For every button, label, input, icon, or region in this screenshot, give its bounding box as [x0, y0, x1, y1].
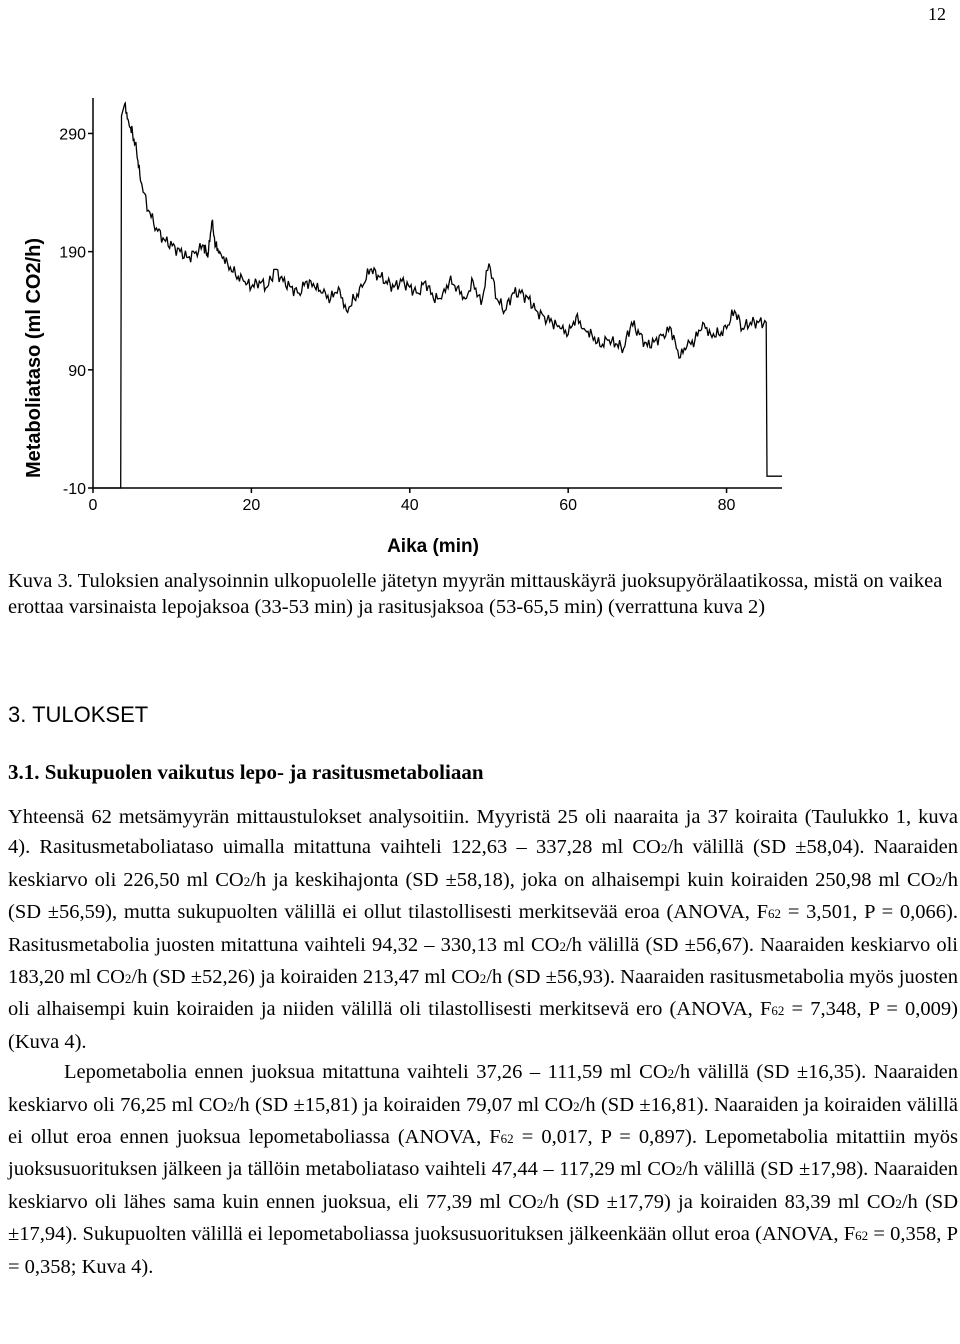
text-run: /h ja keskihajonta (SD ±58,18), joka on alhaisempi kuin koiraiden 250,98 ml CO: [250, 868, 936, 891]
x-tick-label: 40: [400, 497, 419, 514]
y-tick-label: 290: [59, 126, 86, 144]
text-run: /h (SD ±17,94). Sukupuolten välillä ei lepometaboliassa juoksusuorituksen jälkeenkään ollut eroa (ANOVA, F: [8, 1190, 958, 1246]
x-tick-label: 20: [242, 497, 261, 514]
subscript: 2: [536, 1195, 544, 1211]
subscript: 2: [243, 873, 251, 889]
subscript: 2: [935, 873, 943, 889]
subscript: 2: [667, 1066, 675, 1082]
x-tick-label: 0: [88, 497, 98, 514]
subscript: 2: [660, 841, 668, 857]
subscript: 2: [124, 971, 132, 987]
paragraph-1: [8, 802, 958, 1057]
chart-axes: [59, 98, 782, 514]
subscript: 2: [559, 938, 566, 954]
subscript: 2: [479, 971, 487, 987]
body-text: [8, 802, 958, 1282]
text-run: /h (SD ±52,26) ja koiraiden 213,47 ml CO: [131, 966, 480, 989]
subscript: 62: [768, 906, 782, 922]
text-run: Yhteensä 62 metsämyyrän mittaustulokset analysoitiin. Myyristä 25 oli naaraita ja 37 koiraita (Taulukko 1, kuva 4). Rasitusmetaboliataso uimalla mitattuna vaihteli 122,63 – 337,28 ml CO: [8, 806, 958, 859]
text-run: /h välillä (SD ±16,35). Naaraiden keskiarvo oli 76,25 ml CO: [8, 1061, 958, 1116]
text-run: /h (SD ±16,81). Naaraiden ja koiraiden välillä ei ollut eroa ennen juoksua lepometaboliassa (ANOVA, F: [8, 1093, 958, 1149]
text-run: /h (SD ±56,93). Naaraiden rasitusmetabolia myös juosten oli alhaisempi kuin koiraiden ja niiden välillä oli tilastollisesti merkitsevä ero (ANOVA, F: [8, 966, 958, 1021]
page-number: 12: [928, 4, 946, 24]
y-tick-label: 190: [59, 244, 86, 262]
text-run: = 0,017, P = 0,897). Lepometabolia mitattiin myös juoksusuorituksen jälkeen ja tällöin metaboliataso vaihteli 47,44 – 117,29 ml CO: [8, 1126, 958, 1181]
figure-caption: [8, 568, 954, 620]
text-run: = 3,501, P = 0,066). Rasitusmetabolia juosten mitattuna vaihteli 94,32 – 330,13 ml CO: [8, 901, 958, 956]
text-run: /h välillä (SD ±56,67). Naaraiden keskiarvo oli 183,20 ml CO: [8, 933, 958, 989]
y-tick-label: -10: [62, 481, 86, 498]
paragraph-2: [8, 1057, 958, 1282]
caption-text: Tuloksien analysoinnin ulkopuolelle jätetyn myyrän mittauskäyrä juoksupyörälaatikossa, mistä on vaikea erottaa varsinaista lepojaksoa (33-53 min) ja rasitusjaksoa (53-65,5 min) (verrattuna kuva 2): [8, 570, 943, 618]
series-line: [93, 103, 782, 488]
y-tick-label: 90: [68, 362, 86, 380]
y-axis-label: Metaboliataso (ml CO2/h): [23, 237, 45, 479]
x-tick-label: 80: [717, 497, 736, 514]
chart-series: [93, 103, 782, 488]
subscript: 62: [500, 1131, 514, 1147]
caption-label: Kuva 3.: [8, 570, 73, 592]
subscript: 2: [675, 1163, 683, 1179]
subscript: 2: [573, 1098, 580, 1114]
text-run: /h välillä (SD ±58,04). Naaraiden keskiarvo oli 226,50 ml CO: [8, 836, 958, 891]
text-run: /h (SD ±56,59), mutta sukupuolten välillä ei ollut tilastollisesti merkitsevää eroa (ANOVA, F: [8, 868, 958, 924]
x-tick-label: 60: [559, 497, 578, 514]
subscript: 62: [855, 1228, 869, 1244]
section-heading: 3. TULOKSET: [8, 702, 149, 727]
text-run: = 0,358, P = 0,358; Kuva 4).: [8, 1223, 958, 1278]
text-run: = 7,348, P = 0,009)(Kuva 4).: [8, 998, 959, 1053]
text-run: /h (SD ±15,81) ja koiraiden 79,07 ml CO: [233, 1093, 574, 1116]
metabolic-rate-chart: [0, 90, 960, 560]
subsection-heading: 3.1. Sukupuolen vaikutus lepo- ja rasitusmetaboliaan: [8, 760, 484, 784]
text-run: /h (SD ±17,79) ja koiraiden 83,39 ml CO: [543, 1190, 896, 1213]
subscript: 2: [895, 1195, 902, 1211]
text-run: /h välillä (SD ±17,98). Naaraiden keskiarvo oli lähes sama kuin ennen juoksua, eli 77,39 ml CO: [8, 1158, 958, 1213]
subscript: 2: [227, 1098, 234, 1114]
text-run: Lepometabolia ennen juoksua mitattuna vaihteli 37,26 – 111,59 ml CO: [64, 1061, 668, 1084]
subscript: 62: [771, 1003, 785, 1019]
x-axis-label: Aika (min): [387, 536, 479, 557]
